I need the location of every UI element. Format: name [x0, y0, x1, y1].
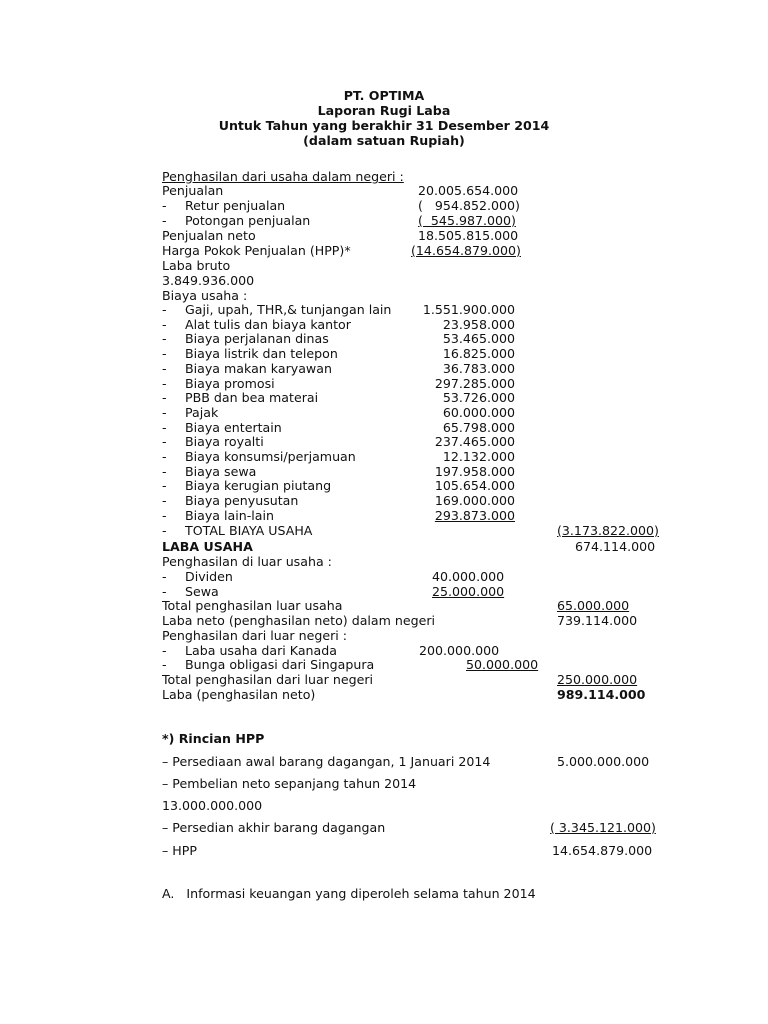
foreign-heading: Penghasilan dari luar negeri : [162, 628, 347, 643]
sales-value: 20.005.654.000 [418, 183, 519, 198]
report-unit: (dalam satuan Rupiah) [303, 133, 465, 148]
opex-item-value: 169.000.000 [434, 493, 515, 509]
singapura-value: 50.000.000 [466, 657, 539, 672]
opex-item-value: 53.465.000 [442, 331, 515, 347]
bullet-dash: - [162, 419, 167, 435]
opex-item-label: Biaya perjalanan dinas [185, 331, 329, 347]
dividend-label: Dividen [185, 569, 233, 584]
cogs-label: Harga Pokok Penjualan (HPP)* [162, 243, 351, 258]
bullet-dash: - [162, 493, 167, 509]
hpp-opening-value: 5.000.000.000 [557, 754, 650, 769]
bullet-dash: - [162, 584, 167, 599]
sales-label: Penjualan [162, 183, 224, 198]
net-income-value: 989.114.000 [557, 687, 646, 702]
total-nonop-label: Total penghasilan luar usaha [162, 598, 343, 613]
net-sales-label: Penjualan neto [162, 228, 256, 243]
gross-profit-value: 3.849.936.000 [162, 273, 255, 288]
company-name: PT. OPTIMA [343, 88, 425, 103]
dividend-value: 40.000.000 [432, 569, 505, 584]
net-income-label: Laba (penghasilan neto) [162, 687, 316, 702]
opex-item-label: Biaya konsumsi/perjamuan [185, 449, 356, 464]
bullet-dash: - [162, 331, 167, 347]
opex-item-value: 23.958.000 [442, 316, 515, 332]
operating-profit-value: 674.114.000 [575, 539, 656, 554]
opex-item-label: Biaya makan karyawan [185, 360, 332, 376]
operating-profit-label: LABA USAHA [162, 539, 253, 554]
opex-item-label: Biaya lain-lain [185, 507, 274, 523]
opex-item-value: 12.132.000 [442, 449, 515, 464]
opex-item-value: 237.465.000 [434, 434, 515, 450]
opex-item-label: Pajak [185, 404, 219, 420]
cogs-value: (14.654.879.000) [411, 243, 521, 258]
total-nonop-value: 65.000.000 [557, 598, 630, 613]
net-domestic-label: Laba neto (penghasilan neto) dalam negeri [162, 613, 436, 628]
total-opex-value: (3.173.822.000) [557, 523, 659, 538]
bullet-dash: - [162, 316, 167, 332]
hpp-opening-label: – Persediaan awal barang dagangan, 1 Januari 2014 [162, 754, 491, 769]
bullet-dash: - [162, 523, 167, 538]
opex-item-label: Biaya promosi [185, 375, 275, 391]
opex-item-value: 36.783.000 [442, 360, 515, 376]
bullet-dash: - [162, 657, 167, 672]
rent-value: 25.000.000 [432, 584, 505, 599]
opex-item-value: 197.958.000 [434, 463, 515, 479]
opex-item-label: Biaya entertain [185, 419, 282, 435]
bullet-dash: - [162, 213, 167, 228]
bullet-dash: - [162, 302, 167, 317]
bullet-dash: - [162, 569, 167, 584]
hpp-closing-value: ( 3.345.121.000) [550, 820, 656, 835]
net-sales-value: 18.505.815.000 [418, 228, 519, 243]
bullet-dash: - [162, 643, 167, 658]
gross-profit-label: Laba bruto [162, 258, 231, 273]
hpp-total-value: 14.654.879.000 [552, 843, 653, 858]
bullet-dash: - [162, 360, 167, 376]
bullet-dash: - [162, 390, 167, 406]
bullet-dash: - [162, 404, 167, 420]
opex-item-value: 105.654.000 [434, 478, 515, 494]
hpp-total-label: – HPP [162, 843, 197, 858]
bullet-dash: - [162, 375, 167, 391]
bullet-dash: - [162, 507, 167, 523]
bullet-dash: - [162, 463, 167, 479]
bullet-dash: - [162, 346, 167, 362]
bullet-dash: - [162, 449, 167, 464]
bullet-dash: - [162, 198, 167, 213]
opex-item-label: Biaya kerugian piutang [185, 478, 332, 494]
hpp-closing-label: – Persedian akhir barang dagangan [162, 820, 386, 835]
opex-item-label: Alat tulis dan biaya kantor [185, 316, 351, 332]
report-period: Untuk Tahun yang berakhir 31 Desember 2014 [218, 118, 550, 133]
opex-item-value: 293.873.000 [434, 507, 515, 523]
opex-item-label: PBB dan bea materai [185, 390, 319, 406]
opex-item-value: 297.285.000 [434, 375, 515, 391]
opex-item-label: Gaji, upah, THR,& tunjangan lain [185, 302, 392, 317]
nonop-heading: Penghasilan di luar usaha : [162, 554, 332, 569]
kanada-label: Laba usaha dari Kanada [185, 643, 337, 658]
opex-item-value: 65.798.000 [442, 419, 515, 435]
opex-item-label: Biaya listrik dan telepon [185, 346, 338, 362]
opex-item-label: Biaya sewa [185, 463, 257, 479]
kanada-value: 200.000.000 [419, 643, 500, 658]
foreign-total-label: Total penghasilan dari luar negeri [162, 672, 374, 687]
bullet-dash: - [162, 478, 167, 494]
domestic-heading: Penghasilan dari usaha dalam negeri : [162, 169, 404, 184]
bullet-dash: - [162, 434, 167, 450]
hpp-purchases-label: – Pembelian neto sepanjang tahun 2014 [162, 776, 417, 791]
returns-value: ( 954.852.000) [418, 198, 520, 213]
discounts-value: ( 545.987.000) [418, 213, 516, 228]
opex-heading: Biaya usaha : [162, 288, 248, 303]
net-domestic-value: 739.114.000 [557, 613, 638, 628]
singapura-label: Bunga obligasi dari Singapura [185, 657, 375, 672]
opex-item-label: Biaya royalti [185, 434, 264, 450]
discounts-label: Potongan penjualan [185, 213, 311, 228]
returns-label: Retur penjualan [185, 198, 286, 213]
opex-item-value: 1.551.900.000 [422, 302, 515, 317]
opex-item-value: 16.825.000 [442, 346, 515, 362]
section-a-heading: A. Informasi keuangan yang diperoleh selama tahun 2014 [162, 886, 536, 901]
opex-item-value: 53.726.000 [442, 390, 515, 406]
foreign-total-value: 250.000.000 [557, 672, 638, 687]
hpp-heading: *) Rincian HPP [162, 731, 265, 746]
hpp-purchases-value: 13.000.000.000 [162, 798, 263, 813]
opex-item-value: 60.000.000 [442, 404, 515, 420]
total-opex-label: TOTAL BIAYA USAHA [185, 523, 313, 538]
report-title: Laporan Rugi Laba [317, 103, 451, 118]
rent-label: Sewa [185, 584, 219, 599]
opex-item-label: Biaya penyusutan [185, 493, 299, 509]
